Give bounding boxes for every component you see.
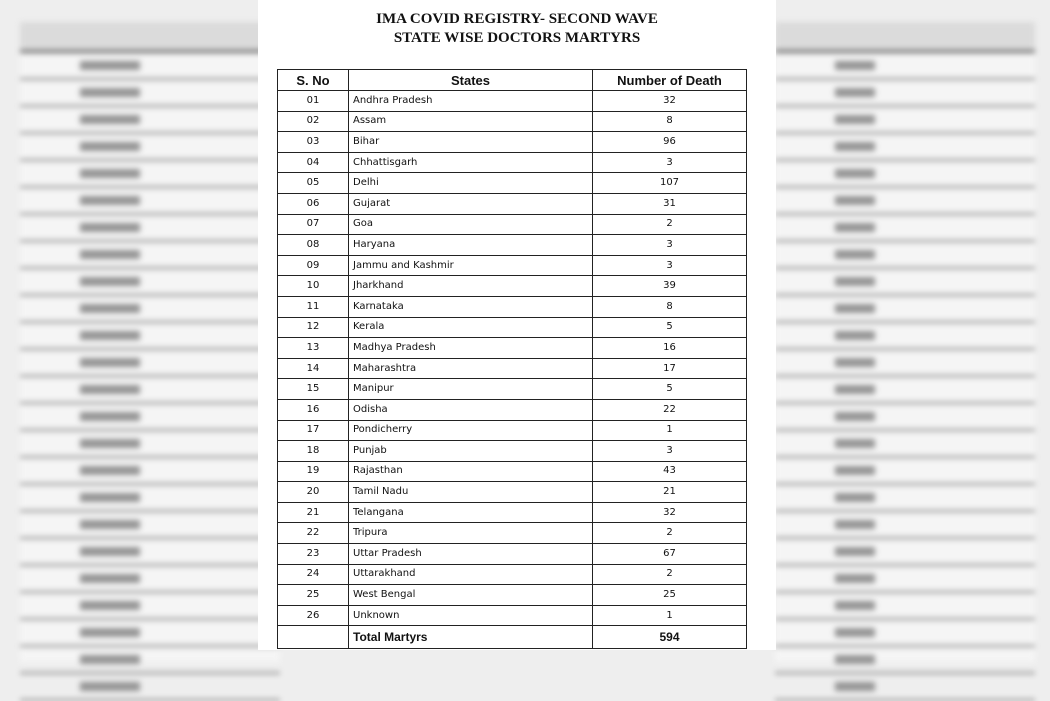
state-cell: Odisha [349, 399, 593, 420]
deaths-cell: 25 [593, 585, 747, 606]
state-cell: West Bengal [349, 585, 593, 606]
state-cell: Assam [349, 111, 593, 132]
sno-cell: 14 [278, 358, 349, 379]
table-row [278, 544, 747, 565]
deaths-cell: 107 [593, 173, 747, 194]
deaths-cell: 22 [593, 399, 747, 420]
deaths-cell: 2 [593, 214, 747, 235]
table-row [278, 585, 747, 606]
sno-cell: 13 [278, 338, 349, 359]
deaths-cell: 8 [593, 296, 747, 317]
deaths-cell: 5 [593, 317, 747, 338]
sno-cell: 17 [278, 420, 349, 441]
state-cell: Punjab [349, 441, 593, 462]
sno-cell: 21 [278, 502, 349, 523]
header-states: States [349, 70, 593, 91]
table-row [278, 235, 747, 256]
blurred-background-right [775, 22, 1035, 662]
state-cell: Jharkhand [349, 276, 593, 297]
table-row [278, 482, 747, 503]
state-cell: Andhra Pradesh [349, 91, 593, 112]
state-cell: Bihar [349, 132, 593, 153]
deaths-cell: 2 [593, 523, 747, 544]
sno-cell: 16 [278, 399, 349, 420]
sno-cell: 24 [278, 564, 349, 585]
sno-cell: 25 [278, 585, 349, 606]
table-row [278, 420, 747, 441]
sno-cell: 07 [278, 214, 349, 235]
deaths-cell: 21 [593, 482, 747, 503]
deaths-cell: 3 [593, 255, 747, 276]
deaths-cell: 67 [593, 544, 747, 565]
state-cell: Gujarat [349, 193, 593, 214]
table-row [278, 111, 747, 132]
state-cell: Uttar Pradesh [349, 544, 593, 565]
state-cell: Maharashtra [349, 358, 593, 379]
deaths-cell: 3 [593, 441, 747, 462]
state-cell: Telangana [349, 502, 593, 523]
deaths-cell: 32 [593, 91, 747, 112]
state-cell: Madhya Pradesh [349, 338, 593, 359]
sno-cell: 10 [278, 276, 349, 297]
table-row [278, 132, 747, 153]
total-row [278, 626, 747, 649]
state-cell: Uttarakhand [349, 564, 593, 585]
deaths-cell: 5 [593, 379, 747, 400]
state-cell: Goa [349, 214, 593, 235]
state-cell: Delhi [349, 173, 593, 194]
deaths-cell: 43 [593, 461, 747, 482]
document-subtitle: STATE WISE DOCTORS MARTYRS [393, 30, 641, 46]
total-sno-cell [278, 626, 349, 649]
state-cell: Jammu and Kashmir [349, 255, 593, 276]
sno-cell: 04 [278, 152, 349, 173]
state-cell: Karnataka [349, 296, 593, 317]
document-title: IMA COVID REGISTRY- SECOND WAVE [376, 11, 658, 27]
sno-cell: 03 [278, 132, 349, 153]
deaths-cell: 96 [593, 132, 747, 153]
table-row [278, 296, 747, 317]
sno-cell: 02 [278, 111, 349, 132]
deaths-cell: 1 [593, 420, 747, 441]
sno-cell: 05 [278, 173, 349, 194]
table-row [278, 338, 747, 359]
table-row [278, 461, 747, 482]
deaths-cell: 31 [593, 193, 747, 214]
table-row [278, 276, 747, 297]
sno-cell: 11 [278, 296, 349, 317]
document-page [258, 0, 776, 650]
sno-cell: 19 [278, 461, 349, 482]
sno-cell: 23 [278, 544, 349, 565]
sno-cell: 26 [278, 605, 349, 626]
sno-cell: 08 [278, 235, 349, 256]
state-cell: Haryana [349, 235, 593, 256]
table-row [278, 152, 747, 173]
table-row [278, 379, 747, 400]
table-row [278, 214, 747, 235]
table-row [278, 193, 747, 214]
table-header-row [278, 70, 747, 91]
state-cell: Tamil Nadu [349, 482, 593, 503]
deaths-cell: 32 [593, 502, 747, 523]
deaths-cell: 8 [593, 111, 747, 132]
blurred-background-left [20, 22, 280, 662]
header-sno: S. No [278, 70, 349, 91]
sno-cell: 12 [278, 317, 349, 338]
sno-cell: 01 [278, 91, 349, 112]
table-row [278, 502, 747, 523]
sno-cell: 09 [278, 255, 349, 276]
deaths-cell: 16 [593, 338, 747, 359]
sno-cell: 06 [278, 193, 349, 214]
table-row [278, 523, 747, 544]
header-deaths: Number of Death [593, 70, 747, 91]
state-cell: Tripura [349, 523, 593, 544]
deaths-cell: 3 [593, 152, 747, 173]
state-cell: Manipur [349, 379, 593, 400]
total-label: Total Martyrs [349, 626, 593, 649]
deaths-cell: 2 [593, 564, 747, 585]
table-row [278, 441, 747, 462]
deaths-cell: 17 [593, 358, 747, 379]
state-cell: Unknown [349, 605, 593, 626]
table-row [278, 564, 747, 585]
state-cell: Rajasthan [349, 461, 593, 482]
sno-cell: 15 [278, 379, 349, 400]
deaths-cell: 39 [593, 276, 747, 297]
table-row [278, 255, 747, 276]
state-cell: Chhattisgarh [349, 152, 593, 173]
state-cell: Kerala [349, 317, 593, 338]
table-row [278, 399, 747, 420]
sno-cell: 20 [278, 482, 349, 503]
state-cell: Pondicherry [349, 420, 593, 441]
total-value: 594 [593, 626, 747, 649]
martyrs-table [277, 69, 747, 649]
table-row [278, 317, 747, 338]
table-row [278, 605, 747, 626]
table-row [278, 173, 747, 194]
table-row [278, 358, 747, 379]
deaths-cell: 1 [593, 605, 747, 626]
table-row [278, 91, 747, 112]
sno-cell: 18 [278, 441, 349, 462]
sno-cell: 22 [278, 523, 349, 544]
deaths-cell: 3 [593, 235, 747, 256]
